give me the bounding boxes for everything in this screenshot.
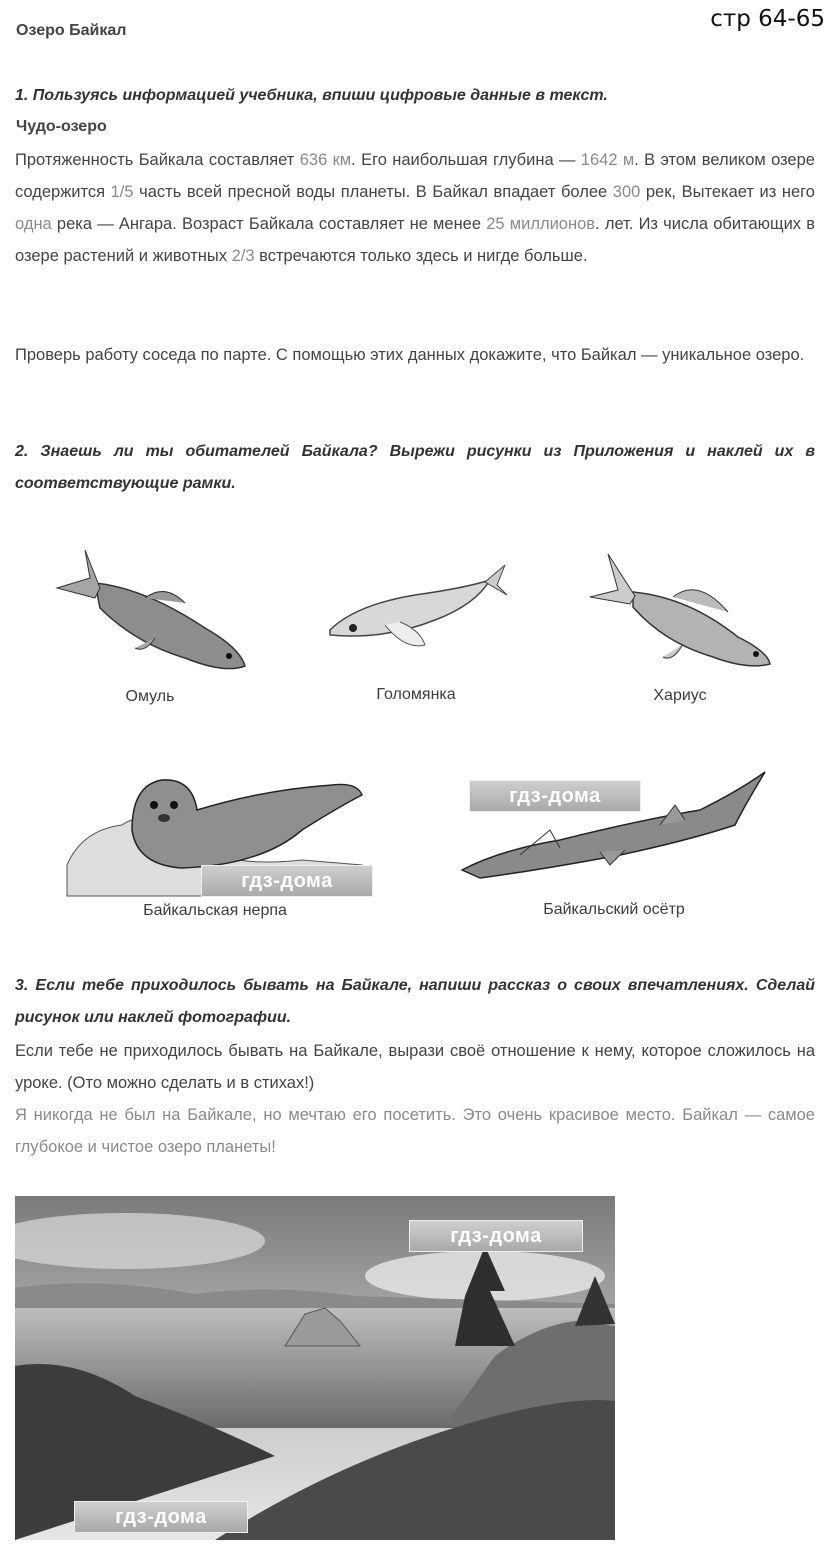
golomyanka-fish-image — [325, 560, 510, 655]
watermark-badge: гдз-дома — [201, 865, 373, 897]
task-3-answer: Я никогда не был на Байкале, но мечтаю его посетить. Это очень красивое место. Байкал — самое глубокое и чистое озеро планеты! — [15, 1106, 815, 1156]
caption-nerpa: Байкальская нерпа — [143, 902, 287, 919]
caption-osetr: Байкальский осётр — [543, 901, 685, 918]
task-1-prompt: 1. Пользуясь информацией учебника, впиши цифровые данные в текст. — [15, 87, 608, 104]
filled-age: 25 миллионов — [486, 215, 596, 233]
filled-depth: 1642 м — [580, 151, 635, 169]
filled-fraction: 1/5 — [110, 183, 134, 201]
watermark-badge: гдз-дома — [469, 780, 641, 812]
page-title: Озеро Байкал — [16, 22, 127, 39]
kharius-fish-image — [588, 552, 776, 672]
text-fragment: . Его наибольшая глубина — — [351, 151, 581, 169]
text-fragment: . В этом великом озере содержится — [15, 151, 815, 201]
text-fragment: часть всей пресной воды планеты. В Байкал впадает более — [133, 183, 613, 201]
task-1-subheading: Чудо-озеро — [16, 118, 107, 135]
watermark-badge: гдз-дома — [74, 1501, 248, 1533]
caption-golomyanka: Голомянка — [376, 686, 456, 703]
text-fragment: Протяженность Байкала составляет — [15, 151, 300, 169]
filled-length: 636 км — [299, 151, 352, 169]
caption-kharius: Хариус — [653, 687, 707, 704]
omul-fish-image — [55, 548, 250, 678]
filled-outflow: одна — [15, 215, 52, 233]
task-1-check: Проверь работу соседа по парте. С помощью этих данных докажите, что Байкал — уникальное озеро. — [15, 346, 805, 364]
task-3-prompt: 3. Если тебе приходилось бывать на Байкале, напиши рассказ о своих впечатлениях. Сделай рисунок или наклей фотографии. — [15, 977, 815, 1026]
page-number: стр 64-65 — [710, 6, 825, 32]
task-1-text — [15, 144, 815, 272]
task-2-prompt: 2. Знаешь ли ты обитателей Байкала? Вырежи рисунки из Приложения и наклей их в соответствующие рамки. — [15, 443, 815, 492]
text-fragment: встречаются только здесь и нигде больше. — [254, 247, 588, 265]
filled-rivers: 300 — [612, 183, 641, 201]
text-fragment: . лет. Из числа обитающих в озере растений и животных — [15, 215, 815, 265]
task-3-instruction: Если тебе не приходилось бывать на Байкале, вырази своё отношение к нему, которое сложилось на уроке. (Ото можно сделать и в стихах!) — [15, 1042, 815, 1092]
text-fragment: река — Ангара. Возраст Байкала составляет не менее — [51, 215, 487, 233]
text-fragment: рек, Вытекает из него — [640, 183, 815, 201]
filled-endemic: 2/3 — [231, 247, 255, 265]
caption-omul: Омуль — [125, 688, 175, 705]
watermark-badge: гдз-дома — [409, 1220, 583, 1252]
